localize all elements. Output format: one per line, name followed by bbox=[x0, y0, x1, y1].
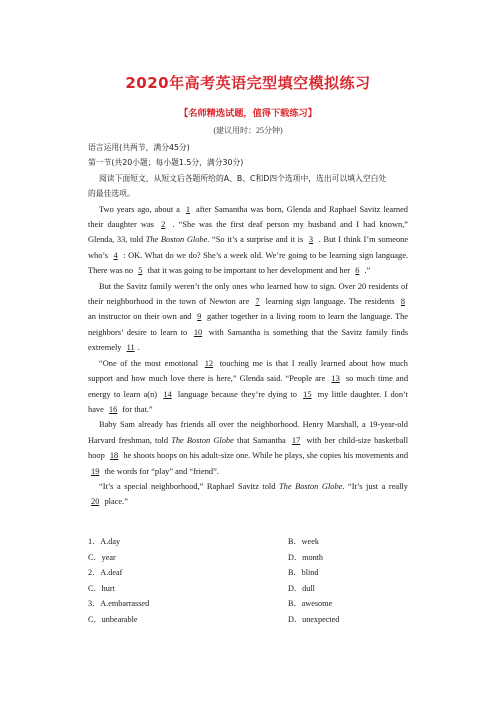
blank-18: 18 bbox=[109, 451, 119, 461]
instruction-line-2: 的最佳选项。 bbox=[88, 189, 135, 199]
passage-line: “One of the most emotional 12 touching me is that I really learned about how much bbox=[99, 358, 408, 368]
passage-line: “It’s a special neighborhood,” Raphael Savitz told The Boston Globe. “It’s just a really bbox=[99, 481, 408, 491]
blank-8: 8 bbox=[400, 297, 405, 307]
page-subtitle: 【名师精选试题，值得下载练习】 bbox=[179, 108, 317, 119]
blank-3: 3 bbox=[308, 235, 314, 245]
passage-line: their neighborhood in the town of Newton are 7 learning sign language. The residents 8 bbox=[88, 294, 408, 309]
blank-6: 6 bbox=[355, 266, 360, 276]
option-left: C．hurt bbox=[88, 583, 115, 593]
blank-1: 1 bbox=[185, 204, 191, 214]
subsection-heading: 第一节(共20小题；每小题1.5分，满分30分) bbox=[88, 158, 244, 168]
option-left: 1．A.day bbox=[88, 537, 121, 546]
passage-line: Harvard freshman, told The Boston Globe that Samantha 17 with her child-size basketball bbox=[88, 435, 409, 445]
passage-line: their daughter was 2 . “She was the first deaf person my husband and I had known,” bbox=[88, 220, 409, 230]
option-left: 3．A.embarrassed bbox=[88, 599, 150, 609]
blank-19: 19 bbox=[91, 466, 100, 476]
passage-line: neighbors’ desire to learn to 10 with Samantha is something that the Savitz family finds bbox=[88, 327, 409, 337]
section-heading: 语言运用(共两节，满分45分) bbox=[88, 143, 190, 152]
option-right: B．week bbox=[288, 537, 319, 546]
passage-line: energy to learn a(n) 14 language because they’re dying to 15 my little daughter. I don’t bbox=[88, 389, 408, 399]
blank-10: 10 bbox=[193, 327, 203, 337]
option-row bbox=[88, 581, 408, 597]
passage-line: But the Savitz family weren’t the only ones who learned how to sign. Over 20 residents of bbox=[99, 281, 408, 291]
blank-17: 17 bbox=[291, 435, 301, 445]
passage-line: have 16 for that.” bbox=[88, 404, 153, 414]
option-left: C．unbearable bbox=[88, 614, 138, 624]
blank-16: 16 bbox=[108, 404, 118, 414]
blank-11: 11 bbox=[126, 343, 135, 353]
passage-line: support and how much love there is here,” Glenda said. “People are 13 so much time and bbox=[88, 374, 409, 384]
blank-7: 7 bbox=[255, 297, 260, 307]
blank-15: 15 bbox=[303, 389, 312, 399]
blank-2: 2 bbox=[161, 220, 166, 230]
instruction-line-1: 阅读下面短文，从短文后各题所给的A、B、C和D四个选项中，选出可以填入空白处 bbox=[99, 173, 387, 183]
option-right: D．month bbox=[288, 552, 324, 562]
blank-13: 13 bbox=[331, 374, 340, 384]
passage-line: 20 place.” bbox=[88, 494, 408, 509]
option-right: B．blind bbox=[288, 568, 319, 578]
option-row bbox=[88, 550, 408, 566]
option-row bbox=[88, 596, 408, 612]
option-row bbox=[88, 534, 408, 550]
option-right: D．unexpected bbox=[288, 614, 340, 624]
option-right: B．awesome bbox=[288, 599, 333, 609]
options-list bbox=[88, 534, 408, 628]
passage-line: Two years ago, about a 1 after Samantha was born, Glenda and Raphael Savitz learned bbox=[99, 204, 408, 214]
blank-12: 12 bbox=[204, 358, 214, 368]
passage-line: hoop 18 he shoots hoops on his adult-size one. While he plays, she copies his movements and bbox=[88, 451, 409, 461]
option-left: 2．A.deaf bbox=[88, 568, 123, 578]
blank-9: 9 bbox=[197, 312, 202, 322]
option-row bbox=[88, 565, 408, 581]
passage-line: Baby Sam already has friends all over the neighborhood. Henry Marshall, a 19-year-old bbox=[99, 420, 408, 430]
passage-line: an instructor on their own and 9 gather together in a living room to learn the language. The bbox=[88, 312, 408, 322]
time-hint: (建议用时：25分钟) bbox=[213, 126, 283, 135]
passage-line: 19 the words for “play” and “friend”. bbox=[88, 464, 408, 479]
passage-line: Glenda, 33, told The Boston Globe. “So it’s a surprise and it is 3 . But I think I’m someone bbox=[88, 235, 409, 245]
blank-5: 5 bbox=[138, 266, 143, 276]
passage-body bbox=[88, 140, 408, 510]
blank-14: 14 bbox=[163, 389, 172, 399]
passage-line: extremely 11 . bbox=[88, 343, 140, 353]
blank-4: 4 bbox=[113, 250, 118, 260]
passage-line: who’s 4 : OK. What do we do? She’s a week old. We’re going to be learning sign language. bbox=[88, 250, 409, 260]
page-title: 2020年高考英语完型填空模拟练习 bbox=[125, 74, 371, 92]
option-row bbox=[88, 612, 408, 628]
option-right: D．dull bbox=[288, 583, 315, 593]
passage-line: There was no 5 that it was going to be important to her development and her 6 .” bbox=[88, 266, 371, 276]
blank-20: 20 bbox=[91, 497, 100, 507]
option-left: C．year bbox=[88, 552, 116, 562]
